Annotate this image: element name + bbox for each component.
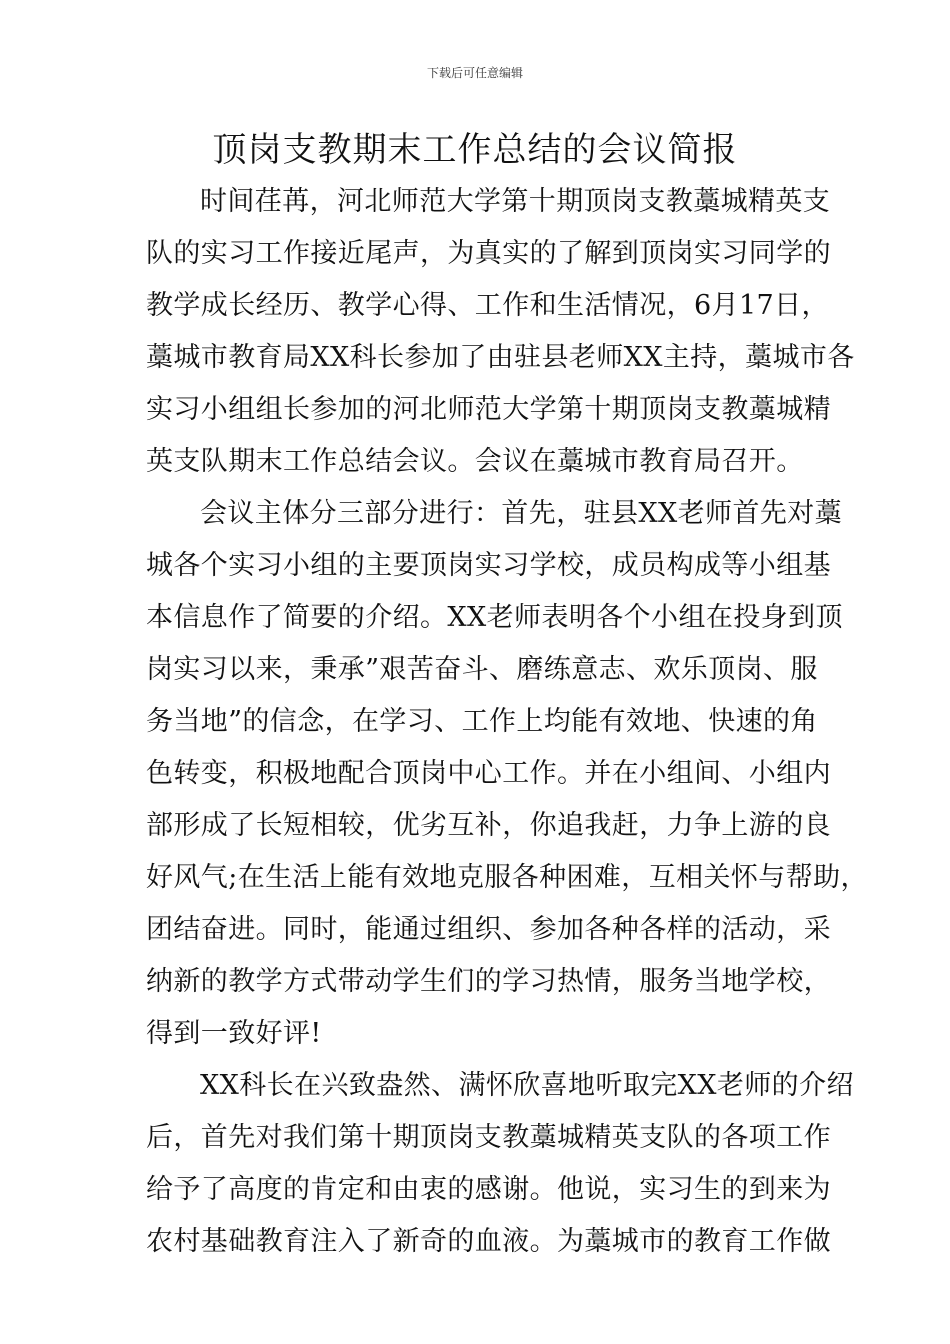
paragraph-line: 得到一致好评! <box>146 1018 322 1049</box>
paragraph-line: 部形成了长短相较，优劣互补，你追我赶，力争上游的良 <box>146 810 831 841</box>
paragraph-line: 藁城市教育局XX科长参加了由驻县老师XX主持，藁城市各 <box>146 342 855 373</box>
paragraph-line: 后，首先对我们第十期顶岗支教藁城精英支队的各项工作 <box>146 1122 831 1153</box>
paragraph-line: 队的实习工作接近尾声，为真实的了解到顶岗实习同学的 <box>146 238 831 269</box>
document-body <box>146 176 868 1268</box>
paragraph-line: 给予了高度的肯定和由衷的感谢。他说，实习生的到来为 <box>146 1174 831 1205</box>
paragraph-line: 岗实习以来，秉承”艰苦奋斗、磨练意志、欢乐顶岗、服 <box>146 654 818 685</box>
paragraph-line: 团结奋进。同时，能通过组织、参加各种各样的活动，采 <box>146 914 831 945</box>
paragraph-line: 务当地”的信念，在学习、工作上均能有效地、快速的角 <box>146 706 818 737</box>
paragraph-line: 实习小组组长参加的河北师范大学第十期顶岗支教藁城精 <box>146 394 831 425</box>
paragraph-line: 教学成长经历、教学心得、工作和生活情况，6月17日， <box>146 290 829 321</box>
paragraph-first-line: XX科长在兴致盎然、满怀欣喜地听取完XX老师的介绍 <box>200 1070 854 1101</box>
paragraph-line: 色转变，积极地配合顶岗中心工作。并在小组间、小组内 <box>146 758 831 789</box>
paragraph-first-line: 会议主体分三部分进行：首先，驻县XX老师首先对藁 <box>200 498 843 529</box>
paragraph-line: 英支队期末工作总结会议。会议在藁城市教育局召开。 <box>146 446 804 477</box>
paragraph-first-line: 时间荏苒，河北师范大学第十期顶岗支教藁城精英支 <box>200 186 831 217</box>
paragraph-line: 农村基础教育注入了新奇的血液。为藁城市的教育工作做 <box>146 1226 831 1257</box>
paragraph-line: 好风气;在生活上能有效地克服各种困难，互相关怀与帮助， <box>146 862 868 893</box>
page-header-note: 下载后可任意编辑 <box>426 66 523 80</box>
document-title: 顶岗支教期末工作总结的会议简报 <box>212 130 738 170</box>
paragraph-line: 城各个实习小组的主要顶岗实习学校，成员构成等小组基 <box>146 550 831 581</box>
paragraph-line: 纳新的教学方式带动学生们的学习热情，服务当地学校， <box>146 966 831 997</box>
paragraph-line: 本信息作了简要的介绍。XX老师表明各个小组在投身到顶 <box>146 602 843 633</box>
